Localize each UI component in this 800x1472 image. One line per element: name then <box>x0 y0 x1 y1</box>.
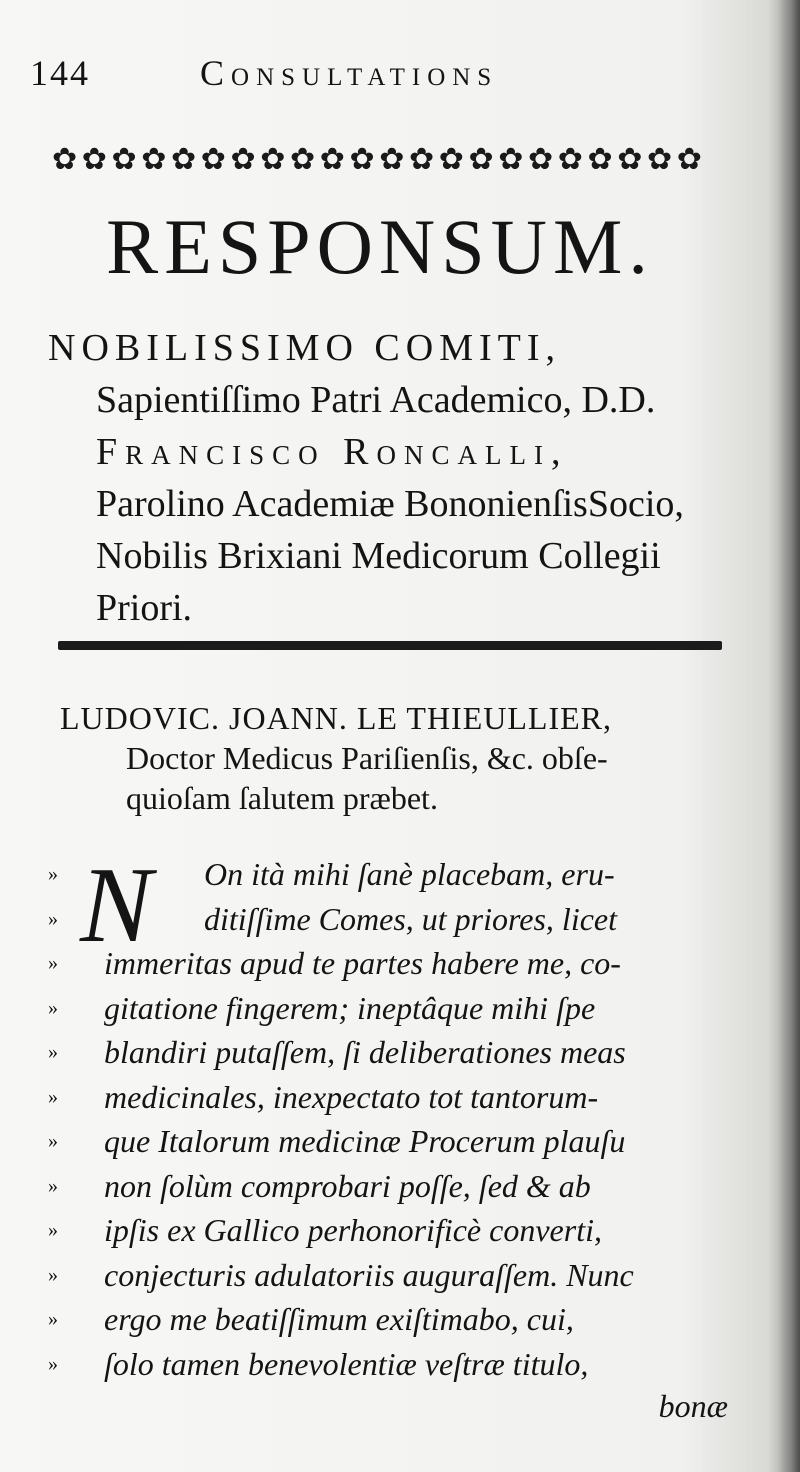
body-line-text: que Italorum medicinæ Procerum plauſu <box>104 1123 626 1159</box>
salutation-line: quioſam ſalutem præbet. <box>126 780 438 816</box>
body-line <box>38 1342 738 1387</box>
ornament-flower-icon: ✿ <box>290 142 316 177</box>
body-line <box>38 941 738 986</box>
ornamental-band <box>52 133 702 187</box>
dedication-line: Parolino Academiæ BononienſisSocio, <box>96 483 684 525</box>
body-line <box>38 852 738 897</box>
ornament-flower-icon: ✿ <box>557 142 583 177</box>
ornament-flower-icon: ✿ <box>349 142 375 177</box>
horizontal-rule <box>58 641 722 650</box>
quote-mark: » <box>48 1085 58 1108</box>
catchword: bonæ <box>658 1388 728 1424</box>
dedication-block <box>48 322 738 634</box>
dedication-line: NOBILISSIMO COMITI, <box>48 327 561 369</box>
quote-mark: » <box>48 1219 58 1241</box>
ornament-flower-icon: ✿ <box>141 142 167 177</box>
page-title: RESPONSUM. <box>106 203 654 290</box>
ornament-flower-icon: ✿ <box>319 142 345 177</box>
ornament-flower-icon: ✿ <box>438 142 464 177</box>
body-line-text: non ſolùm comprobari poſſe, ſed & ab <box>104 1167 591 1204</box>
quote-mark: » <box>48 907 58 930</box>
body-line <box>38 986 738 1031</box>
body-line-text: blandiri putaſſem, ſi deliberationes meas <box>104 1034 626 1070</box>
body-line-text: On ità mihi ſanè placebam, eru- <box>204 856 615 892</box>
body-line <box>38 897 738 942</box>
ornament-flower-icon: ✿ <box>200 142 226 177</box>
ornament-flower-icon: ✿ <box>409 142 435 177</box>
quote-mark: » <box>48 863 58 885</box>
body-line <box>38 1297 738 1342</box>
quote-mark: » <box>48 1174 58 1197</box>
ornament-flower-icon: ✿ <box>111 142 137 177</box>
quote-mark: » <box>48 996 58 1019</box>
salutation-line: Doctor Medicus Pariſienſis, &c. obſe- <box>126 740 608 776</box>
body-line <box>38 1164 738 1209</box>
salutation-block <box>60 698 750 818</box>
ornament-flower-icon: ✿ <box>52 142 78 177</box>
ornament-flower-icon: ✿ <box>587 142 613 177</box>
ornament-flower-icon: ✿ <box>468 142 494 177</box>
quote-mark: » <box>48 952 58 974</box>
body-line <box>38 1253 738 1298</box>
body-line-text: ergo me beatiſſimum exiſtimabo, cui, <box>104 1301 574 1337</box>
body-line-text: gitatione fingerem; ineptâque mihi ſpe <box>104 989 596 1026</box>
drop-cap: N <box>80 846 153 965</box>
ornament-flower-icon: ✿ <box>171 142 197 177</box>
running-title: Consultations <box>200 53 499 93</box>
body-line <box>38 1119 738 1164</box>
body-line-text: ditiſſime Comes, ut priores, licet <box>204 900 617 937</box>
body-line-text: ipſis ex Gallico perhonorificè converti, <box>104 1212 602 1248</box>
ornament-flower-icon: ✿ <box>498 142 524 177</box>
quote-mark: » <box>48 1130 58 1152</box>
ornament-flower-icon: ✿ <box>617 142 643 177</box>
body-line-text: ſolo tamen benevolentiæ veſtræ titulo, <box>104 1345 589 1382</box>
body-line-text: medicinales, inexpectato tot tantorum- <box>104 1078 599 1115</box>
quote-mark: » <box>48 1263 58 1286</box>
dedication-line: Francisco Roncalli, <box>96 431 569 473</box>
quote-mark: » <box>48 1352 58 1375</box>
ornament-flower-icon: ✿ <box>379 142 405 177</box>
page-gutter-shadow <box>778 0 800 1472</box>
dedication-line: Sapientiſſimo Patri Academico, D.D. <box>96 379 656 421</box>
body-line <box>38 1030 738 1075</box>
letter-body <box>38 846 738 1386</box>
body-line-text: conjecturis adulatoriis auguraſſem. Nunc <box>104 1256 634 1293</box>
body-line <box>38 1208 738 1253</box>
body-line-text: immeritas apud te partes habere me, co- <box>104 945 621 981</box>
ornament-flower-icon: ✿ <box>528 142 554 177</box>
dedication-line: Nobilis Brixiani Medicorum Collegii <box>96 535 661 577</box>
ornament-flower-icon: ✿ <box>260 142 286 177</box>
running-head <box>30 52 630 102</box>
quote-mark: » <box>48 1308 58 1330</box>
quote-mark: » <box>48 1041 58 1063</box>
body-line <box>38 1075 738 1120</box>
dedication-line: Priori. <box>96 587 193 629</box>
ornament-flower-icon: ✿ <box>676 142 702 177</box>
page-number: 144 <box>30 53 90 93</box>
ornament-flower-icon: ✿ <box>647 142 673 177</box>
ornament-flower-icon: ✿ <box>81 142 107 177</box>
ornament-flower-icon: ✿ <box>230 142 256 177</box>
salutation-line: LUDOVIC. JOANN. LE THIEULLIER, <box>60 700 612 736</box>
